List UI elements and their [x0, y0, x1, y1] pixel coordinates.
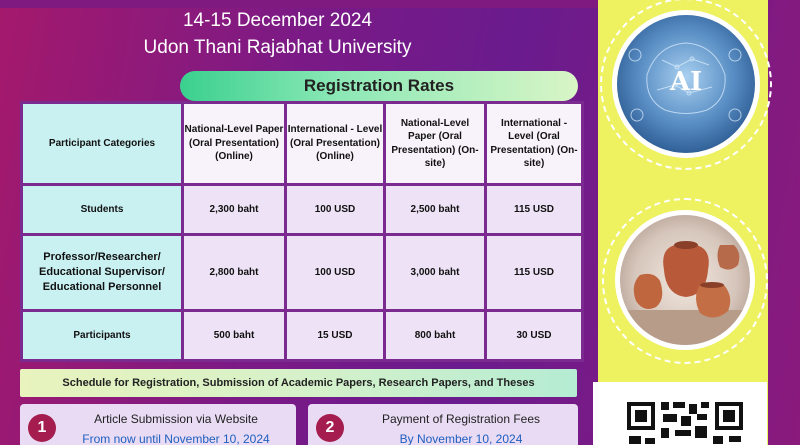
step-number-badge: 1 [28, 414, 56, 442]
ai-label: AI [669, 67, 703, 97]
header-national-online: National-Level Paper (Oral Presentation) (Online) [183, 103, 286, 185]
rate-cell: 2,300 baht [183, 185, 286, 235]
row-category: Professor/Researcher/ Educational Supervisor/ Educational Personnel [22, 235, 183, 311]
header-national-onsite: National-Level Paper (Oral Presentation) (On-site) [385, 103, 486, 185]
step-number-badge: 2 [316, 414, 344, 442]
step-title: Article Submission via Website [94, 412, 258, 426]
rate-cell: 800 baht [385, 311, 486, 361]
table-header-row [22, 103, 583, 185]
pottery-icon [620, 215, 750, 345]
step-deadline: By November 10, 2024 [399, 432, 523, 445]
rate-cell: 100 USD [286, 185, 385, 235]
step-deadline: From now until November 10, 2024 [82, 432, 270, 445]
row-category: Students [22, 185, 183, 235]
rate-cell: 115 USD [486, 185, 583, 235]
rate-cell: 15 USD [286, 311, 385, 361]
header-international-onsite: International - Level (Oral Presentation) (On-site) [486, 103, 583, 185]
top-banner-strip [0, 0, 600, 8]
event-date: 14-15 December 2024 [182, 10, 373, 31]
step-card-payment [308, 404, 578, 445]
rate-cell: 3,000 baht [385, 235, 486, 311]
row-category: Participants [22, 311, 183, 361]
step-card-submission [20, 404, 296, 445]
event-venue: Udon Thani Rajabhat University [143, 37, 412, 58]
ai-brain-image [612, 10, 760, 158]
registration-rates-title: Registration Rates [180, 71, 578, 101]
rate-cell: 100 USD [286, 235, 385, 311]
table-row [22, 185, 583, 235]
step-title: Payment of Registration Fees [381, 412, 541, 426]
registration-rates-table [20, 101, 584, 362]
rate-cell: 2,500 baht [385, 185, 486, 235]
header-international-online: International - Level (Oral Presentation) (Online) [286, 103, 385, 185]
rate-cell: 115 USD [486, 235, 583, 311]
ancient-pottery-image [615, 210, 755, 350]
header-participant-categories: Participant Categories [22, 103, 183, 185]
rate-cell: 30 USD [486, 311, 583, 361]
qr-code-icon[interactable] [625, 400, 745, 445]
rate-cell: 500 baht [183, 311, 286, 361]
table-row [22, 235, 583, 311]
table-row [22, 311, 583, 361]
rate-cell: 2,800 baht [183, 235, 286, 311]
schedule-banner: Schedule for Registration, Submission of Academic Papers, Research Papers, and Theses [20, 369, 577, 397]
